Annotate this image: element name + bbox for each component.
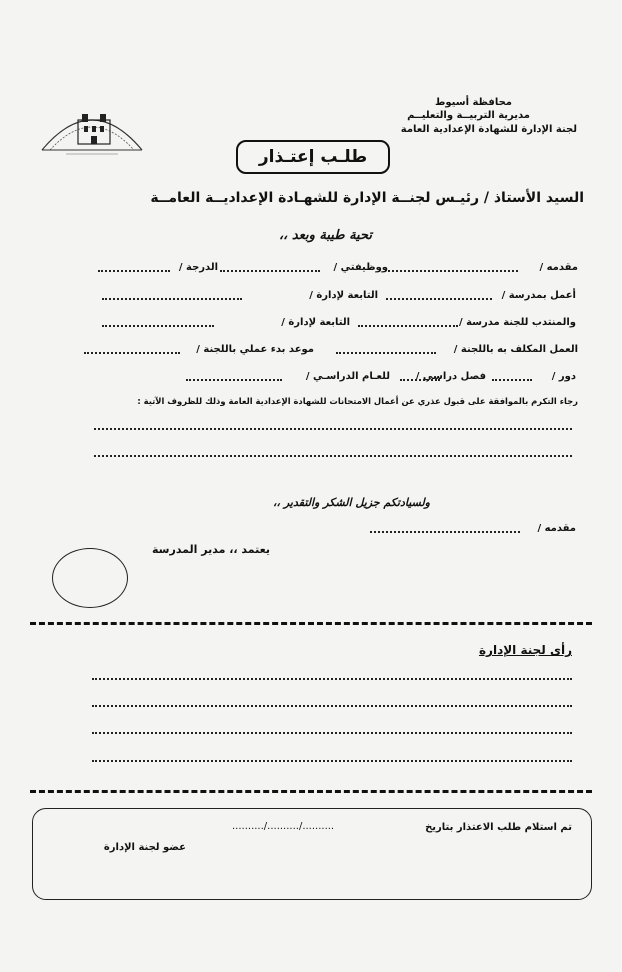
grade-field[interactable] [98,270,170,272]
committee-opinion-heading: رأى لجنة الإدارة [478,643,572,657]
grade-label: الدرجة / [178,262,218,273]
opinion-line-4[interactable] [92,760,572,762]
header-governorate: محافظة أسيوط [435,97,512,108]
header-committee: لجنة الإدارة للشهادة الإعدادية العامة [400,124,577,135]
start-date-label: موعد بدء عملي باللجنة / [196,344,314,355]
delegated-admin-field[interactable] [102,325,214,327]
assigned-work-label: العمل المكلف به باللجنة / [453,344,578,355]
stamp-placeholder [52,548,128,608]
school-admin-label: التابعة لإدارة / [309,290,378,301]
greeting: تحية طيبة وبعد ،، [278,228,372,243]
applicant-label: مقدمه / [539,262,578,273]
opinion-line-3[interactable] [92,732,572,734]
form-title [236,140,390,174]
assigned-work-field[interactable] [336,352,436,354]
session-label: دور / [551,371,576,382]
header-directorate: مديرية التربيــة والتعليــم [407,110,530,121]
receipt-date[interactable]: ........../........../.......... [232,821,335,832]
request-text: رجاء التكرم بالموافقة على قبول عذري عن أعمال الامتحانات للشهادة الإعدادية العامة وذلك للظروف الآتية : [137,396,578,406]
delegated-label: والمنتدب للجنة مدرسة / [458,317,576,328]
section-separator [30,622,592,625]
applicant-sign-label: مقدمه / [537,523,576,534]
reason-line-2[interactable] [94,455,572,457]
applicant-sign-field[interactable] [370,531,520,533]
school-admin-field[interactable] [102,298,242,300]
year-field[interactable] [186,379,282,381]
job-field[interactable] [220,270,320,272]
delegated-admin-label: التابعة لإدارة / [281,317,350,328]
form-title-text: طلـب إعتـذار [258,147,368,167]
job-label: ووظيفتي / [333,262,388,273]
section-separator-2 [30,790,592,793]
term-label: فصل دراسي / [415,371,486,382]
reason-line-1[interactable] [94,428,572,430]
thanks-line: ولسيادتكم جزيل الشكر والتقدير ،، [272,496,430,509]
committee-seal-icon [36,100,148,158]
school-field[interactable] [386,298,492,300]
committee-member-sign: عضو لجنة الإدارة [103,842,186,853]
receipt-text: تم استلام طلب الاعتذار بتاريخ [425,822,572,833]
school-label: أعمل بمدرسة / [501,290,576,301]
session-field[interactable] [492,379,532,381]
opinion-line-2[interactable] [92,705,572,707]
start-date-field[interactable] [84,352,180,354]
opinion-line-1[interactable] [92,678,572,680]
principal-approval: يعتمد ،، مدير المدرسة [152,543,270,556]
applicant-name-field[interactable] [388,270,518,272]
delegated-school-field[interactable] [358,325,458,327]
term-field[interactable] [400,379,440,381]
year-label: للعـام الدراسـي / [305,371,390,382]
addressee-line: السيد الأستاذ / رئيـس لجنــة الإدارة للشهـادة الإعداديــة العامــة [150,190,584,206]
